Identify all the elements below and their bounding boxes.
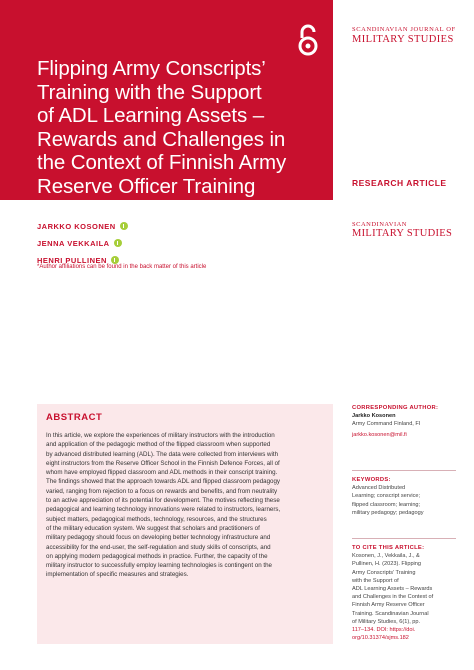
citation-doi-line[interactable]: 117–134. DOI: https://doi. bbox=[352, 627, 416, 634]
citation-line: Kosonen, J., Vekkaila, J., & bbox=[352, 553, 420, 560]
author-name: HENRI PULLINEN bbox=[37, 255, 107, 265]
keywords-heading: KEYWORDS: bbox=[352, 477, 391, 483]
abstract-line: on applying modern pedagogical methods in practice. Further, the capacity of the bbox=[46, 552, 268, 560]
title-line: of ADL Learning Assets – bbox=[37, 104, 265, 127]
abstract-line: by advanced distributed learning (ADL). The data were collected from interviews with bbox=[46, 450, 279, 458]
citation-line: Training. Scandinavian Journal bbox=[352, 610, 429, 617]
corresponding-author-section bbox=[352, 404, 456, 439]
abstract-line: whom have employed flipped classroom and ADL methods in their conscript training. bbox=[46, 469, 278, 477]
title-line: Rewards and Challenges in bbox=[37, 127, 286, 151]
corresponding-author-heading: CORRESPONDING AUTHOR: bbox=[352, 405, 439, 411]
abstract-line: In this article, we explore the experiences of military instructors with the introduction bbox=[46, 432, 275, 439]
keywords-line: Advanced Distributed bbox=[352, 485, 406, 492]
abstract-heading: ABSTRACT bbox=[46, 412, 103, 423]
abstract-section bbox=[37, 404, 333, 644]
affiliation-note: *Author affiliations can be found in the back matter of this article bbox=[37, 264, 207, 270]
citation-text bbox=[352, 552, 456, 642]
title-line: Training with the Support bbox=[37, 80, 262, 104]
orcid-icon[interactable] bbox=[120, 222, 128, 230]
orcid-icon[interactable] bbox=[114, 239, 122, 247]
journal-header bbox=[352, 26, 456, 46]
citation-line: Finnish Army Reserve Officer bbox=[352, 602, 425, 609]
keywords-list bbox=[352, 484, 456, 517]
abstract-line: eight instructors from the Reserve Officer School in the Finnish Defence Forces, all of bbox=[46, 459, 280, 467]
citation-line: and Challenges in the Context of bbox=[352, 594, 434, 601]
journal-logo-small: SCANDINAVIAN bbox=[352, 221, 407, 228]
divider bbox=[352, 538, 456, 539]
journal-logo bbox=[352, 221, 452, 240]
abstract-body bbox=[46, 431, 328, 580]
article-type-label: RESEARCH ARTICLE bbox=[352, 178, 447, 188]
abstract-line: military instructor to successfully employ learning technologies is contingent on the bbox=[46, 562, 272, 570]
citation-heading: TO CITE THIS ARTICLE: bbox=[352, 545, 425, 551]
abstract-line: implementation of specific measures and strategies. bbox=[46, 571, 189, 579]
citation-line: ADL Learning Assets – Rewards bbox=[352, 586, 433, 593]
citation-line: Pullinen, H. (2023). Flipping bbox=[352, 561, 422, 568]
author-name: JARKKO KOSONEN bbox=[37, 221, 116, 231]
title-banner bbox=[0, 0, 333, 200]
article-title bbox=[37, 57, 322, 198]
abstract-line: pedagogical and learning technology innovations were related to instructors, learners, bbox=[46, 506, 281, 514]
corresponding-author-email[interactable]: jarkko.kosonen@mil.fi bbox=[352, 431, 407, 438]
citation-line: with the Support of bbox=[352, 577, 399, 584]
keywords-line: military pedagogy; pedagogy bbox=[352, 509, 424, 516]
orcid-icon[interactable] bbox=[111, 256, 119, 264]
journal-name-small: SCANDINAVIAN JOURNAL OF bbox=[352, 26, 456, 33]
abstract-line: varied, ranging from rejection to a focus on rewards and benefits, and from neutrality bbox=[46, 487, 278, 495]
abstract-line: The findings showed that the approach towards ADL and flipped classroom pedagogy bbox=[46, 478, 281, 486]
abstract-line: military pedagogy should focus on developing better technology infrastructure and bbox=[46, 534, 271, 542]
citation-section bbox=[352, 538, 456, 642]
divider bbox=[352, 470, 456, 471]
abstract-line: subject matters, pedagogical methods, technology, resources, and the structures bbox=[46, 515, 267, 523]
keywords-line: Learning; conscript service; bbox=[352, 493, 421, 500]
citation-line: of Military Studies, 6(1), pp. bbox=[352, 618, 421, 625]
keywords-section bbox=[352, 470, 456, 517]
abstract-line: to an active appreciation of its potential for development. The motives reflecting these bbox=[46, 497, 280, 505]
abstract-line: of the military education system. We suggest that scholars and practitioners of bbox=[46, 524, 260, 532]
journal-name-big: MILITARY STUDIES bbox=[352, 34, 454, 45]
corresponding-author-affiliation: Army Command Finland, FI bbox=[352, 421, 421, 428]
title-line: Flipping Army Conscripts’ bbox=[37, 57, 266, 80]
citation-line: Army Conscripts’ Training bbox=[352, 569, 416, 576]
abstract-line: and application of the pedagogic method of the flipped classroom when supported bbox=[46, 441, 271, 449]
title-line: Reserve Officer Training bbox=[37, 174, 256, 198]
author-name: JENNA VEKKAILA bbox=[37, 238, 110, 248]
open-access-lock-icon bbox=[296, 22, 320, 58]
journal-logo-big: MILITARY STUDIES bbox=[352, 228, 453, 239]
citation-doi-line[interactable]: org/10.31374/sjms.182 bbox=[352, 635, 409, 642]
title-line: the Context of Finnish Army bbox=[37, 151, 287, 174]
corresponding-author-name: Jarkko Kosonen bbox=[352, 413, 396, 420]
author-item bbox=[37, 235, 128, 251]
abstract-line: accessibility for the end-user, the self-regulation and study skills of conscripts, and bbox=[46, 543, 271, 551]
author-item bbox=[37, 218, 128, 234]
author-list bbox=[37, 218, 128, 269]
keywords-line: flipped classroom; learning; bbox=[352, 501, 421, 508]
